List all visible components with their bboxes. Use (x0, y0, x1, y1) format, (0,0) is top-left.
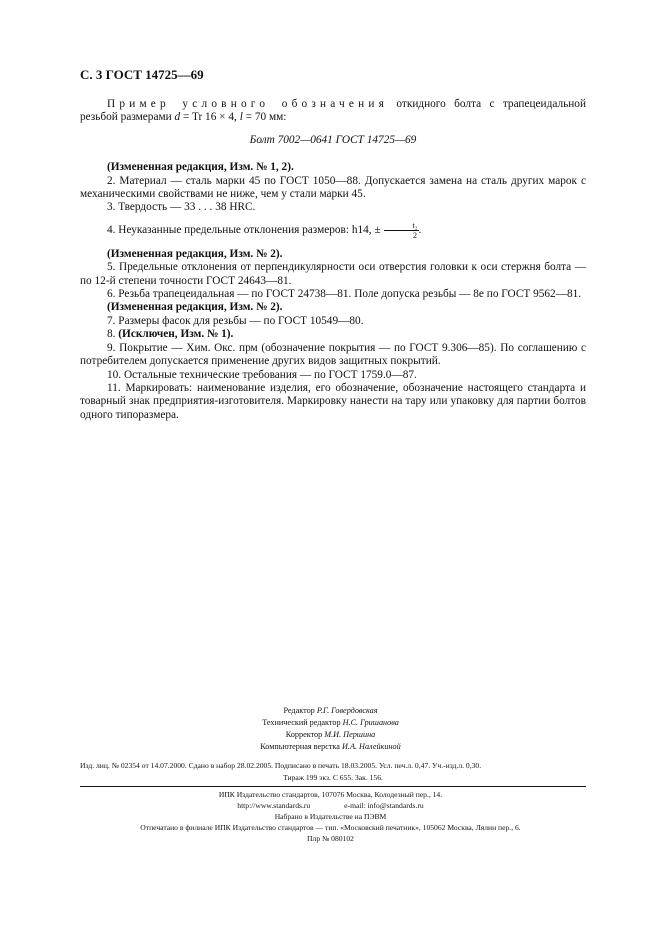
fraction-denominator: 2 (412, 230, 417, 240)
designation-example: Болт 7002—0641 ГОСТ 14725—69 (249, 133, 417, 146)
example-dims-2: = 70 мм: (242, 111, 287, 124)
publisher-line-5: Плр № 080102 (307, 834, 354, 843)
example-lead-rest: откидного болта с трапецеидальной резьбой размерами (80, 98, 586, 124)
fraction-numerator: t₂ (384, 221, 418, 231)
credit-corrector-label: Корректор (285, 730, 325, 739)
credit-editor-label: Редактор (283, 706, 317, 715)
edit-note-2a: (Измененная редакция, Изм. № 2). (107, 247, 283, 260)
credit-tech-label: Технический редактор (262, 718, 343, 727)
designation-example-paragraph (80, 98, 586, 125)
publisher-email[interactable]: e-mail: info@standards.ru (344, 801, 424, 810)
credit-corrector (0, 729, 661, 741)
credits-block (0, 705, 661, 753)
tolerance-fraction (384, 221, 418, 240)
item-7: 7. Размеры фасок для резьбы — по ГОСТ 10549—80. (107, 314, 364, 327)
page-header: С. 3 ГОСТ 14725—69 (80, 67, 204, 82)
example-dims-1: = Tr 16 × 4, (180, 111, 240, 124)
item-8-number: 8. (107, 328, 119, 341)
publisher-block (0, 789, 661, 844)
var-l: l (239, 111, 243, 124)
divider (80, 786, 586, 787)
item-2: 2. Материал — сталь марки 45 по ГОСТ 1050—88. Допускается замена на сталь других марок с механическими свойствами не ниже, чем у стали марки 45. (80, 174, 586, 201)
publisher-site[interactable]: http://www.standards.ru (237, 801, 311, 810)
var-d: d (174, 111, 181, 124)
credit-corrector-name: М.И. Першина (324, 730, 376, 739)
item-3: 3. Твердость — 33 . . . 38 HRC. (107, 201, 256, 214)
credit-layout-label: Компьютерная верстка (260, 742, 342, 751)
item-11: 11. Маркировать: наименование изделия, его обозначение, обозначение настоящего стандарта и товарный знак предприятия-изготовителя. Маркировку нанести на тару или упаковку для партии болтов одного типоразмера. (80, 381, 586, 421)
item-4-end: . (418, 223, 422, 236)
item-6: 6. Резьба трапецеидальная — по ГОСТ 24738—81. Поле допуска резьбы — 8е по ГОСТ 9562—81. (107, 288, 582, 301)
item-9: 9. Покрытие — Хим. Окс. прм (обозначение покрытия — по ГОСТ 9.306—85). По соглашению с потребителем допускается применение других видов защитных покрытий. (80, 341, 586, 368)
credit-tech-name: Н.С. Гришанова (342, 718, 399, 727)
item-4-text: 4. Неуказанные предельные отклонения размеров: h14, ± (107, 223, 381, 236)
example-lead: Пример условного обозначения (107, 98, 389, 110)
publisher-line-3: Набрано в Издательстве на ПЭВМ (274, 812, 387, 821)
imprint-line-2: Тираж 199 экз. С 655. Зак. 156. (283, 773, 383, 782)
item-8-excluded: (Исключен, Изм. № 1). (118, 328, 234, 341)
credit-editor (0, 705, 661, 717)
item-8 (80, 328, 586, 341)
credit-tech-editor (0, 717, 661, 729)
item-5: 5. Предельные отклонения от перпендикулярности оси отверстия головки к оси стержня болта — по 12-й степени точности ГОСТ 24643—81. (80, 261, 586, 287)
imprint-block (80, 760, 586, 784)
document-body (80, 98, 586, 422)
item-4 (80, 221, 586, 240)
item-10: 10. Остальные технические требования — по ГОСТ 1759.0—87. (107, 368, 417, 381)
edit-note-2b: (Измененная редакция, Изм. № 2). (107, 301, 283, 314)
credit-editor-name: Р.Г. Говердовская (316, 706, 378, 715)
imprint-line-1: Изд. лиц. № 02354 от 14.07.2000. Сдано в набор 28.02.2005. Подписано в печать 18.03.2005. Усл. печ.л. 0,47. Уч.-изд.л. 0,30. (80, 761, 482, 770)
credit-layout (0, 741, 661, 753)
publisher-line-4: Отпечатано в филиале ИПК Издательство стандартов — тип. «Московский печатник», 105062 Москва, Лялин пер., 6. (140, 823, 521, 832)
publisher-line-1: ИПК Издательство стандартов, 107076 Москва, Колодезный пер., 14. (218, 790, 443, 799)
edit-note-1-2: (Измененная редакция, Изм. № 1, 2). (107, 161, 294, 174)
credit-layout-name: И.А. Налейкиной (341, 742, 401, 751)
publisher-contacts (0, 800, 661, 811)
